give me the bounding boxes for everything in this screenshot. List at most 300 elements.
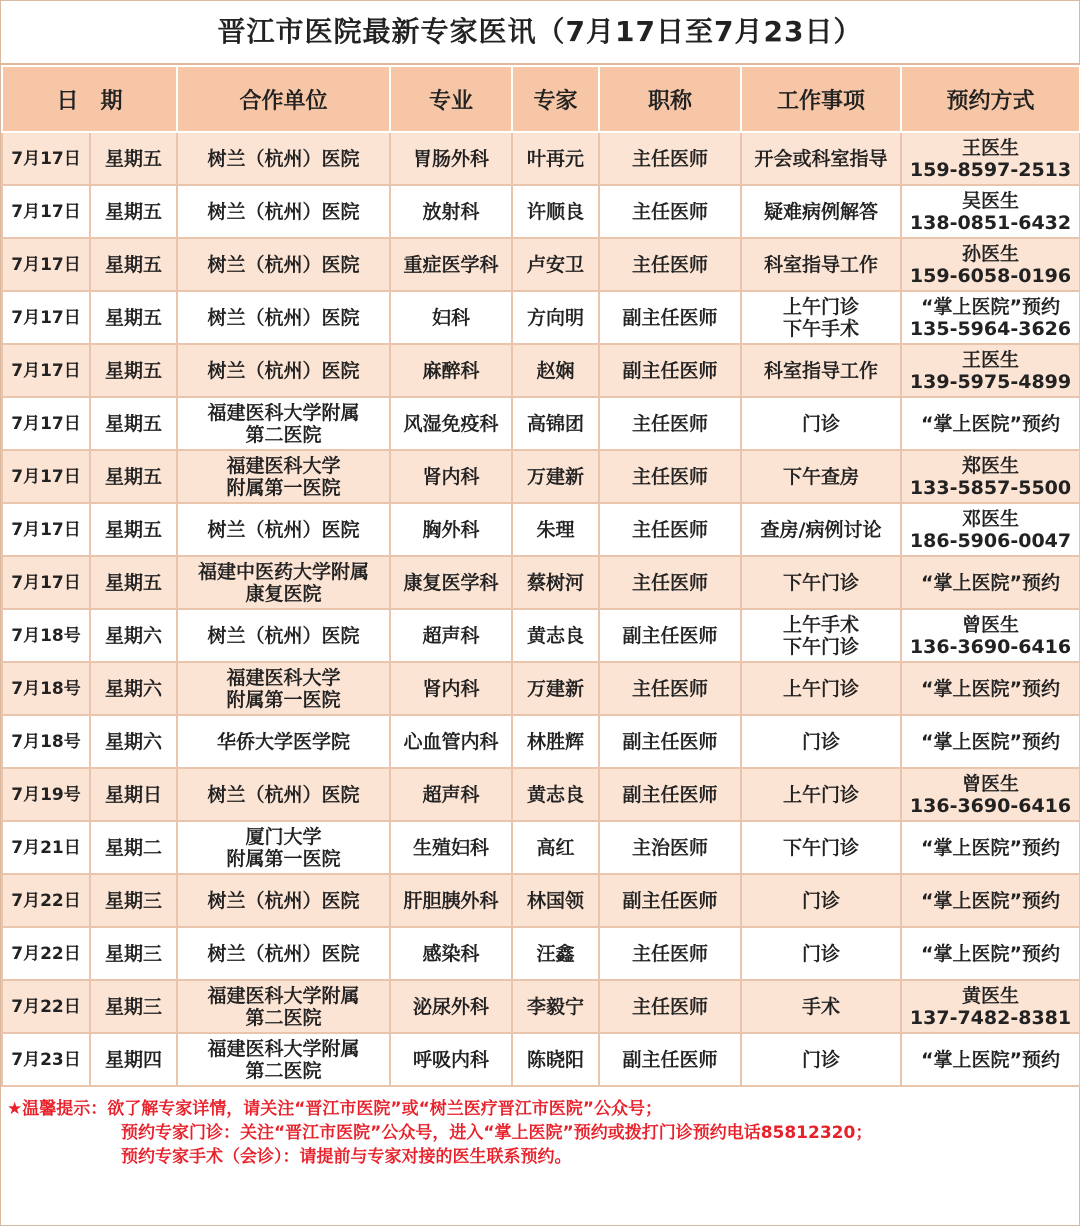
date-cell — [2, 715, 90, 768]
header-date: 日 期 — [2, 66, 177, 132]
header-expert: 专家 — [512, 66, 599, 132]
weekday-cell-line: 星期六 — [105, 624, 163, 647]
unit-cell-line: 树兰（杭州）医院 — [207, 783, 360, 806]
title-cell-line: 副主任医师 — [622, 783, 718, 806]
title-cell-line: 主任医师 — [632, 147, 709, 170]
date-cell — [2, 185, 90, 238]
table-row — [2, 662, 1080, 715]
expert-cell — [512, 980, 599, 1033]
title-cell-line: 主任医师 — [632, 942, 709, 965]
unit-cell — [177, 503, 390, 556]
dept-cell — [390, 1033, 512, 1086]
work-cell — [741, 1033, 901, 1086]
booking-cell-line: “掌上医院”预约 — [921, 889, 1060, 912]
unit-cell — [177, 662, 390, 715]
booking-cell — [901, 1033, 1080, 1086]
table-row — [2, 185, 1080, 238]
title-cell — [599, 715, 741, 768]
weekday-cell-line: 星期三 — [105, 942, 163, 965]
date-cell-line: 7月23日 — [11, 1049, 81, 1070]
work-cell-line: 下午门诊 — [783, 836, 860, 859]
date-cell — [2, 927, 90, 980]
weekday-cell-line: 星期五 — [105, 200, 163, 223]
unit-cell-line: 树兰（杭州）医院 — [207, 253, 360, 276]
date-cell-line: 7月17日 — [11, 307, 81, 328]
booking-cell-line: 邓医生 — [962, 507, 1020, 530]
dept-cell-line: 超声科 — [422, 624, 480, 647]
unit-cell — [177, 609, 390, 662]
table-row — [2, 344, 1080, 397]
dept-cell-line: 肝胆胰外科 — [403, 889, 499, 912]
date-cell — [2, 1033, 90, 1086]
title-cell-line: 主任医师 — [632, 412, 709, 435]
table-row — [2, 291, 1080, 344]
weekday-cell — [90, 556, 177, 609]
date-cell — [2, 556, 90, 609]
unit-cell — [177, 980, 390, 1033]
date-cell — [2, 821, 90, 874]
table-row — [2, 238, 1080, 291]
expert-cell-line: 黄志良 — [527, 783, 585, 806]
expert-cell-line: 黄志良 — [527, 624, 585, 647]
booking-cell-line: 王医生 — [962, 348, 1020, 371]
unit-cell-line: 树兰（杭州）医院 — [207, 200, 360, 223]
booking-cell-line: 159-6058-0196 — [909, 264, 1072, 287]
table-row — [2, 503, 1080, 556]
title-cell — [599, 503, 741, 556]
booking-cell — [901, 132, 1080, 185]
weekday-cell-line: 星期五 — [105, 306, 163, 329]
unit-cell — [177, 768, 390, 821]
unit-cell-line: 附属第一医院 — [226, 688, 341, 711]
booking-cell-line: “掌上医院”预约 — [921, 571, 1060, 594]
date-cell — [2, 397, 90, 450]
date-cell-line: 7月17日 — [11, 572, 81, 593]
date-cell-line: 7月17日 — [11, 148, 81, 169]
title-cell — [599, 344, 741, 397]
booking-cell-line: 136-3690-6416 — [909, 635, 1072, 658]
title-cell — [599, 450, 741, 503]
unit-cell-line: 树兰（杭州）医院 — [207, 889, 360, 912]
booking-cell-line: 135-5964-3626 — [909, 317, 1072, 340]
unit-cell-line: 树兰（杭州）医院 — [207, 306, 360, 329]
work-cell — [741, 874, 901, 927]
table-row — [2, 609, 1080, 662]
date-cell-line: 7月17日 — [11, 360, 81, 381]
weekday-cell — [90, 609, 177, 662]
date-cell-line: 7月18号 — [11, 678, 81, 699]
dept-cell-line: 生殖妇科 — [413, 836, 490, 859]
booking-cell-line: “掌上医院”预约 — [921, 412, 1060, 435]
work-cell — [741, 609, 901, 662]
work-cell-line: 下午查房 — [783, 465, 860, 488]
work-cell-line: 上午门诊 — [783, 295, 860, 318]
expert-cell — [512, 185, 599, 238]
booking-cell-line: 159-8597-2513 — [909, 158, 1072, 181]
expert-cell — [512, 768, 599, 821]
work-cell-line: 下午门诊 — [783, 571, 860, 594]
booking-cell-line: 186-5906-0047 — [909, 529, 1072, 552]
booking-cell — [901, 344, 1080, 397]
dept-cell — [390, 450, 512, 503]
work-cell-line: 上午门诊 — [783, 677, 860, 700]
dept-cell — [390, 238, 512, 291]
date-cell — [2, 450, 90, 503]
booking-cell-line: 王医生 — [962, 136, 1020, 159]
table-row — [2, 450, 1080, 503]
booking-cell-line: 吴医生 — [962, 189, 1020, 212]
unit-cell-line: 康复医院 — [245, 582, 322, 605]
work-cell-line: 门诊 — [802, 1048, 841, 1071]
date-cell — [2, 344, 90, 397]
unit-cell-line: 附属第一医院 — [226, 847, 341, 870]
weekday-cell-line: 星期五 — [105, 147, 163, 170]
title-cell-line: 主任医师 — [632, 518, 709, 541]
expert-cell — [512, 344, 599, 397]
date-cell — [2, 238, 90, 291]
dept-cell — [390, 344, 512, 397]
work-cell-line: 手术 — [802, 995, 841, 1018]
weekday-cell — [90, 927, 177, 980]
weekday-cell-line: 星期五 — [105, 359, 163, 382]
booking-cell-line: “掌上医院”预约 — [921, 1048, 1060, 1071]
unit-cell — [177, 1033, 390, 1086]
expert-cell — [512, 874, 599, 927]
weekday-cell-line: 星期五 — [105, 571, 163, 594]
work-cell — [741, 556, 901, 609]
booking-cell-line: “掌上医院”预约 — [921, 942, 1060, 965]
expert-cell — [512, 927, 599, 980]
work-cell-line: 门诊 — [802, 942, 841, 965]
title-cell — [599, 609, 741, 662]
dept-cell — [390, 556, 512, 609]
work-cell — [741, 450, 901, 503]
title-cell — [599, 980, 741, 1033]
expert-cell-line: 李毅宁 — [527, 995, 585, 1018]
weekday-cell-line: 星期五 — [105, 518, 163, 541]
title-cell — [599, 185, 741, 238]
work-cell — [741, 980, 901, 1033]
expert-cell — [512, 821, 599, 874]
weekday-cell — [90, 503, 177, 556]
table-row — [2, 556, 1080, 609]
dept-cell — [390, 503, 512, 556]
expert-cell-line: 万建新 — [527, 677, 585, 700]
work-cell — [741, 397, 901, 450]
title-cell-line: 副主任医师 — [622, 306, 718, 329]
table-row — [2, 132, 1080, 185]
booking-cell — [901, 874, 1080, 927]
date-cell-line: 7月17日 — [11, 519, 81, 540]
expert-cell — [512, 556, 599, 609]
unit-cell-line: 福建医科大学 — [226, 454, 341, 477]
unit-cell-line: 福建医科大学附属 — [207, 984, 360, 1007]
page-title: 晋江市医院最新专家医讯（7月17日至7月23日） — [1, 1, 1079, 65]
title-cell — [599, 132, 741, 185]
dept-cell — [390, 185, 512, 238]
title-cell-line: 副主任医师 — [622, 730, 718, 753]
date-cell — [2, 768, 90, 821]
booking-cell — [901, 980, 1080, 1033]
dept-cell — [390, 132, 512, 185]
weekday-cell — [90, 238, 177, 291]
weekday-cell-line: 星期五 — [105, 253, 163, 276]
title-cell-line: 副主任医师 — [622, 889, 718, 912]
weekday-cell — [90, 450, 177, 503]
dept-cell — [390, 397, 512, 450]
notice-line-2: 预约专家门诊：关注“晋江市医院”公众号，进入“掌上医院”预约或拨打门诊预约电话85812320； — [121, 1123, 873, 1143]
expert-cell — [512, 609, 599, 662]
unit-cell — [177, 132, 390, 185]
work-cell — [741, 662, 901, 715]
dept-cell-line: 胃肠外科 — [413, 147, 490, 170]
booking-cell-line: 139-5975-4899 — [909, 370, 1072, 393]
booking-cell-line: “掌上医院”预约 — [921, 730, 1060, 753]
weekday-cell — [90, 344, 177, 397]
header-work: 工作事项 — [741, 66, 901, 132]
dept-cell-line: 重症医学科 — [403, 253, 499, 276]
title-cell-line: 主治医师 — [632, 836, 709, 859]
dept-cell-line: 肾内科 — [422, 677, 480, 700]
unit-cell-line: 树兰（杭州）医院 — [207, 624, 360, 647]
unit-cell — [177, 185, 390, 238]
star-icon: ★ — [7, 1099, 23, 1119]
dept-cell — [390, 768, 512, 821]
weekday-cell — [90, 874, 177, 927]
booking-cell-line: 曾医生 — [962, 772, 1020, 795]
dept-cell-line: 胸外科 — [422, 518, 480, 541]
dept-cell — [390, 715, 512, 768]
unit-cell — [177, 397, 390, 450]
booking-cell-line: “掌上医院”预约 — [921, 295, 1060, 318]
booking-cell-line: 黄医生 — [962, 984, 1020, 1007]
title-cell — [599, 238, 741, 291]
date-cell-line: 7月18号 — [11, 625, 81, 646]
header-dept: 专业 — [390, 66, 512, 132]
unit-cell-line: 福建医科大学附属 — [207, 1037, 360, 1060]
expert-cell — [512, 503, 599, 556]
unit-cell — [177, 821, 390, 874]
expert-cell — [512, 291, 599, 344]
unit-cell-line: 第二医院 — [245, 1006, 322, 1029]
expert-cell — [512, 662, 599, 715]
unit-cell — [177, 344, 390, 397]
schedule-table — [1, 65, 1080, 1087]
unit-cell-line: 树兰（杭州）医院 — [207, 147, 360, 170]
date-cell-line: 7月22日 — [11, 996, 81, 1017]
weekday-cell — [90, 1033, 177, 1086]
work-cell-line: 下午手术 — [783, 317, 860, 340]
table-row — [2, 980, 1080, 1033]
booking-cell — [901, 185, 1080, 238]
title-cell — [599, 662, 741, 715]
date-cell-line: 7月17日 — [11, 201, 81, 222]
expert-cell — [512, 1033, 599, 1086]
work-cell-line: 门诊 — [802, 730, 841, 753]
date-cell-line: 7月19号 — [11, 784, 81, 805]
work-cell — [741, 238, 901, 291]
expert-cell-line: 汪鑫 — [536, 942, 575, 965]
title-cell-line: 主任医师 — [632, 995, 709, 1018]
title-cell-line: 主任医师 — [632, 677, 709, 700]
title-cell — [599, 927, 741, 980]
unit-cell-line: 第二医院 — [245, 1059, 322, 1082]
work-cell — [741, 768, 901, 821]
expert-cell-line: 朱理 — [536, 518, 575, 541]
weekday-cell-line: 星期三 — [105, 889, 163, 912]
expert-cell — [512, 397, 599, 450]
table-row — [2, 821, 1080, 874]
expert-cell-line: 林胜辉 — [527, 730, 585, 753]
dept-cell — [390, 927, 512, 980]
expert-cell-line: 高红 — [536, 836, 575, 859]
title-cell-line: 主任医师 — [632, 465, 709, 488]
booking-cell-line: “掌上医院”预约 — [921, 677, 1060, 700]
title-cell-line: 主任医师 — [632, 571, 709, 594]
unit-cell-line: 福建医科大学 — [226, 666, 341, 689]
work-cell-line: 疑难病例解答 — [764, 200, 879, 223]
date-cell-line: 7月22日 — [11, 890, 81, 911]
dept-cell-line: 肾内科 — [422, 465, 480, 488]
booking-cell-line: 138-0851-6432 — [909, 211, 1072, 234]
weekday-cell-line: 星期四 — [105, 1048, 163, 1071]
date-cell-line: 7月17日 — [11, 413, 81, 434]
date-cell — [2, 874, 90, 927]
title-cell — [599, 291, 741, 344]
unit-cell — [177, 291, 390, 344]
weekday-cell — [90, 662, 177, 715]
weekday-cell — [90, 715, 177, 768]
unit-cell-line: 华侨大学医学院 — [217, 730, 351, 753]
work-cell-line: 门诊 — [802, 889, 841, 912]
weekday-cell — [90, 397, 177, 450]
weekday-cell — [90, 980, 177, 1033]
expert-cell-line: 赵娴 — [536, 359, 575, 382]
date-cell-line: 7月17日 — [11, 254, 81, 275]
work-cell — [741, 185, 901, 238]
dept-cell-line: 呼吸内科 — [413, 1048, 490, 1071]
dept-cell-line: 麻醉科 — [422, 359, 480, 382]
unit-cell-line: 树兰（杭州）医院 — [207, 942, 360, 965]
unit-cell-line: 树兰（杭州）医院 — [207, 518, 360, 541]
unit-cell-line: 树兰（杭州）医院 — [207, 359, 360, 382]
work-cell-line: 查房/病例讨论 — [760, 518, 882, 541]
dept-cell — [390, 291, 512, 344]
unit-cell-line: 附属第一医院 — [226, 476, 341, 499]
work-cell — [741, 344, 901, 397]
weekday-cell-line: 星期日 — [105, 783, 163, 806]
work-cell-line: 上午手术 — [783, 613, 860, 636]
notice-line-1: 温馨提示：欲了解专家详情，请关注“晋江市医院”或“树兰医疗晋江市医院”公众号； — [22, 1099, 662, 1119]
booking-cell-line: 孙医生 — [962, 242, 1020, 265]
booking-cell — [901, 450, 1080, 503]
dept-cell — [390, 821, 512, 874]
booking-cell — [901, 556, 1080, 609]
booking-cell — [901, 291, 1080, 344]
expert-cell-line: 林国领 — [527, 889, 585, 912]
booking-cell-line: “掌上医院”预约 — [921, 836, 1060, 859]
booking-cell-line: 郑医生 — [962, 454, 1020, 477]
table-row — [2, 397, 1080, 450]
title-cell — [599, 1033, 741, 1086]
work-cell — [741, 821, 901, 874]
booking-cell-line: 136-3690-6416 — [909, 794, 1072, 817]
booking-cell — [901, 662, 1080, 715]
expert-cell-line: 卢安卫 — [527, 253, 585, 276]
weekday-cell-line: 星期六 — [105, 730, 163, 753]
dept-cell — [390, 609, 512, 662]
unit-cell — [177, 450, 390, 503]
date-cell — [2, 662, 90, 715]
work-cell — [741, 927, 901, 980]
dept-cell-line: 心血管内科 — [403, 730, 499, 753]
weekday-cell-line: 星期五 — [105, 412, 163, 435]
unit-cell — [177, 556, 390, 609]
title-cell — [599, 397, 741, 450]
date-cell-line: 7月18号 — [11, 731, 81, 752]
weekday-cell-line: 星期五 — [105, 465, 163, 488]
booking-cell — [901, 397, 1080, 450]
expert-cell — [512, 450, 599, 503]
header-title: 职称 — [599, 66, 741, 132]
expert-cell — [512, 238, 599, 291]
work-cell-line: 科室指导工作 — [764, 359, 879, 382]
dept-cell — [390, 874, 512, 927]
unit-cell-line: 第二医院 — [245, 423, 322, 446]
work-cell-line: 开会或科室指导 — [754, 147, 888, 170]
title-cell-line: 副主任医师 — [622, 1048, 718, 1071]
expert-cell-line: 陈晓阳 — [527, 1048, 585, 1071]
date-cell — [2, 291, 90, 344]
booking-cell — [901, 503, 1080, 556]
work-cell-line: 上午门诊 — [783, 783, 860, 806]
work-cell — [741, 132, 901, 185]
weekday-cell — [90, 291, 177, 344]
dept-cell-line: 康复医学科 — [403, 571, 499, 594]
booking-cell-line: 137-7482-8381 — [909, 1006, 1072, 1029]
title-cell-line: 副主任医师 — [622, 624, 718, 647]
dept-cell-line: 感染科 — [422, 942, 480, 965]
expert-cell — [512, 132, 599, 185]
booking-cell — [901, 927, 1080, 980]
expert-cell-line: 许顺良 — [527, 200, 585, 223]
booking-cell — [901, 821, 1080, 874]
dept-cell-line: 风湿免疫科 — [403, 412, 499, 435]
expert-cell-line: 蔡树河 — [527, 571, 585, 594]
work-cell — [741, 291, 901, 344]
work-cell-line: 门诊 — [802, 412, 841, 435]
date-cell — [2, 503, 90, 556]
table-row — [2, 768, 1080, 821]
expert-cell-line: 叶再元 — [527, 147, 585, 170]
table-row — [2, 927, 1080, 980]
expert-cell-line: 万建新 — [527, 465, 585, 488]
work-cell-line: 科室指导工作 — [764, 253, 879, 276]
unit-cell — [177, 874, 390, 927]
header-booking: 预约方式 — [901, 66, 1080, 132]
dept-cell-line: 泌尿外科 — [413, 995, 490, 1018]
booking-cell-line: 曾医生 — [962, 613, 1020, 636]
dept-cell-line: 妇科 — [432, 306, 471, 329]
unit-cell — [177, 715, 390, 768]
weekday-cell — [90, 768, 177, 821]
booking-cell — [901, 238, 1080, 291]
work-cell — [741, 715, 901, 768]
date-cell-line: 7月22日 — [11, 943, 81, 964]
dept-cell-line: 放射科 — [422, 200, 480, 223]
date-cell-line: 7月17日 — [11, 466, 81, 487]
booking-cell — [901, 715, 1080, 768]
